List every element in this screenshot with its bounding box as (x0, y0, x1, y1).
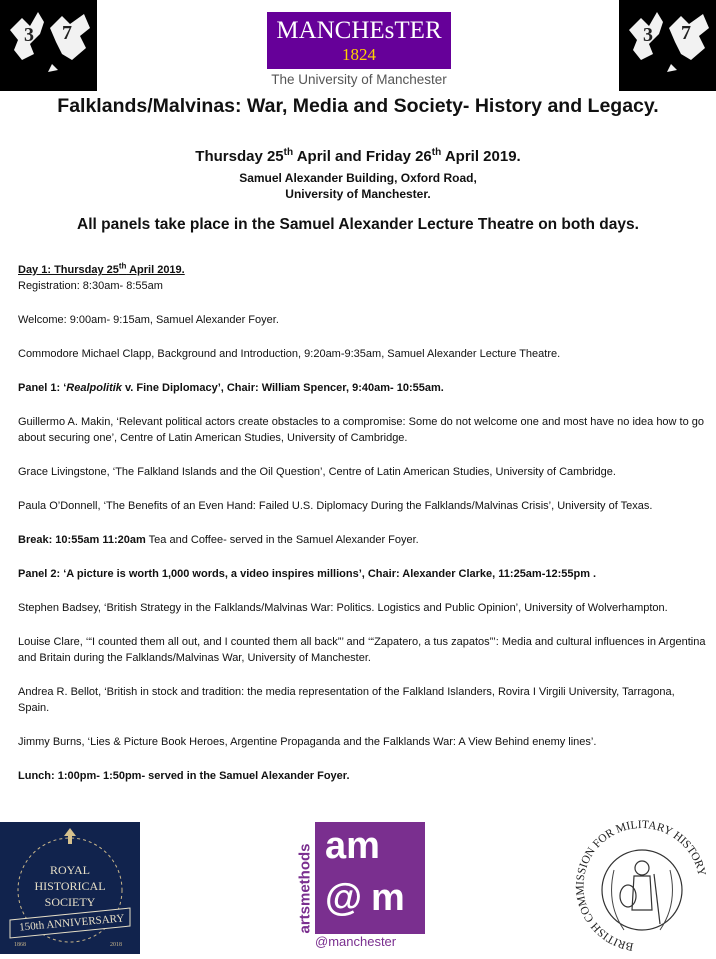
day-heading-suffix: th (118, 261, 127, 271)
panel-2-heading: Panel 2: ‘A picture is worth 1,000 words, a video inspires millions’, Chair: Alexander Clarke, 11:25am-12:55pm . (18, 568, 597, 580)
talk: Paula O’Donnell, ‘The Benefits of an Even Hand: Failed U.S. Diplomacy During the Falklands/Malvinas Crisis’, University of Texas. (18, 500, 653, 512)
rhs-left-year: 1868 (14, 942, 26, 948)
break-detail: Tea and Coffee- served in the Samuel Alexander Foyer. (145, 534, 419, 546)
date-text: April and Friday 26 (293, 148, 432, 165)
rhs-banner: 150th ANNIVERSARY (18, 912, 125, 934)
bcmh-ring-text (574, 819, 707, 953)
artsmethods-vertical-text: artsmethods (296, 843, 314, 934)
artsmethods-word2: m (371, 877, 405, 919)
break-time: Break: 10:55am 11:20am (18, 534, 146, 546)
artsmethods-at: @ (325, 877, 363, 919)
panel-1-italic: Realpolitik (66, 382, 122, 394)
bcmh-ring-path: BRITISH COMMISSION FOR MILITARY HISTORY (574, 818, 708, 953)
rhs-line2: HISTORICAL (34, 879, 106, 893)
talk: Guillermo A. Makin, ‘Relevant political actors create obstacles to a compromise: Some do not welcome one and most have no idea how to go about securing one’, Centre of Latin American Studies, University of Cambridge. (18, 416, 705, 444)
day-heading-text: Day 1: Thursday 25 (18, 264, 119, 276)
talk: Grace Livingstone, ‘The Falkland Islands and the Oil Question’, Centre of Latin American Studies, University of Cambridge. (18, 466, 616, 478)
venue-line: University of Manchester. (285, 187, 431, 201)
bcmh-seal-icon (566, 814, 716, 954)
falklands-islands-icon (0, 0, 97, 91)
falklands-logo-left (0, 0, 97, 91)
break (18, 532, 708, 548)
registration: Registration: 8:30am- 8:55am (18, 280, 163, 292)
rhs-right-year: 2018 (110, 942, 122, 948)
artsmethods-handle: @manchester (315, 934, 397, 949)
lunch: Lunch: 1:00pm- 1:50pm- served in the Samuel Alexander Foyer. (18, 770, 350, 782)
date-text: April 2019. (441, 148, 521, 165)
page-title: Falklands/Malvinas: War, Media and Society- History and Legacy. (57, 95, 659, 117)
bcmh-logo (566, 814, 716, 954)
date-text: Thursday 25 (195, 148, 284, 165)
panel-1-rest: v. Fine Diplomacy’, Chair: William Spencer, 9:40am- 10:55am. (121, 382, 444, 394)
welcome: Welcome: 9:00am- 9:15am, Samuel Alexander Foyer. (18, 314, 279, 326)
panel-1-prefix: Panel 1: ‘ (18, 382, 67, 394)
artsmethods-box (315, 822, 425, 934)
logo-digit: 7 (681, 22, 691, 44)
talk: Louise Clare, ‘“I counted them all out, and I counted them all back”’ and ‘“Zapatero, a tus zapatos”’: Media and cultural influences in Argentina and Britain during the Falklands/Malvinas War, University of Manchester. (18, 636, 706, 664)
panels-note: All panels take place in the Samuel Alexander Lecture Theatre on both days. (77, 216, 639, 233)
falklands-logo-right (619, 0, 716, 91)
programme (18, 262, 708, 784)
logo-digit: 3 (643, 24, 653, 46)
logo-digit: 7 (62, 22, 72, 44)
talk: Jimmy Burns, ‘Lies & Picture Book Heroes, Argentine Propaganda and the Falklands War: A View Behind enemy lines’. (18, 736, 597, 748)
university-logo-box (267, 12, 451, 69)
date-suffix: th (431, 147, 442, 158)
rhs-line3: SOCIETY (44, 895, 96, 909)
day-heading-text: April 2019. (126, 264, 185, 276)
artsmethods-word1: am (325, 825, 380, 867)
university-subtitle: The University of Manchester (271, 72, 447, 87)
logo-digit: 3 (24, 24, 34, 46)
laurel-wreath-icon (0, 822, 140, 954)
venue (0, 170, 716, 202)
falklands-islands-icon (619, 0, 716, 91)
venue-line: Samuel Alexander Building, Oxford Road, (239, 171, 477, 185)
date-suffix: th (283, 147, 294, 158)
panel-1-heading (18, 380, 708, 396)
royal-historical-society-logo (0, 822, 140, 954)
day-heading (18, 262, 708, 278)
university-name: MANCHEsTER (276, 17, 442, 44)
talk: Stephen Badsey, ‘British Strategy in the Falklands/Malvinas War: Politics. Logistics and Public Opinion’, University of Wolverhampton. (18, 602, 668, 614)
event-dates (0, 147, 716, 165)
artsmethods-logo (297, 822, 427, 954)
talk: Andrea R. Bellot, ‘British in stock and tradition: the media representation of the Falkland Islanders, Rovira I Virgili University, Tarragona, Spain. (18, 686, 675, 714)
university-logo (267, 12, 451, 87)
introduction: Commodore Michael Clapp, Background and Introduction, 9:20am-9:35am, Samuel Alexander Lecture Theatre. (18, 348, 561, 360)
university-year: 1824 (342, 45, 376, 64)
rhs-line1: ROYAL (49, 863, 91, 877)
